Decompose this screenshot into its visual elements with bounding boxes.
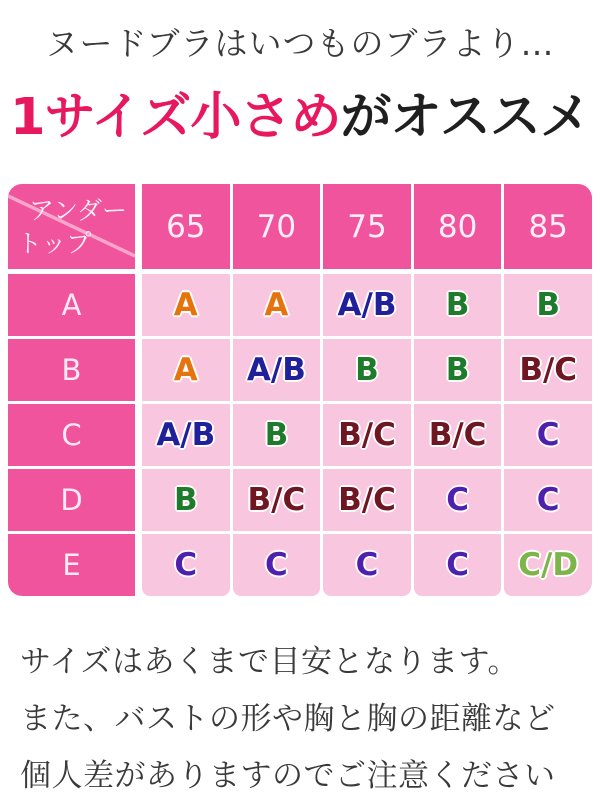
column-header-85: 85 bbox=[504, 184, 592, 269]
column-header-75: 75 bbox=[323, 184, 411, 269]
size-cell: B/C bbox=[323, 404, 411, 466]
row-label: E bbox=[8, 534, 135, 596]
row-label: C bbox=[8, 404, 135, 466]
size-cell: B bbox=[233, 404, 321, 466]
size-cell: C/D bbox=[504, 534, 592, 596]
column-header-80: 80 bbox=[414, 184, 502, 269]
table-corner-cell bbox=[8, 184, 135, 269]
size-cell: B/C bbox=[233, 469, 321, 531]
size-cell: B/C bbox=[323, 469, 411, 531]
table-row bbox=[8, 534, 592, 596]
size-cell: C bbox=[504, 469, 592, 531]
size-cell: B bbox=[323, 339, 411, 401]
corner-top-label: トップ bbox=[17, 229, 92, 258]
size-cell: C bbox=[414, 469, 502, 531]
size-cell: B/C bbox=[504, 339, 592, 401]
row-label: B bbox=[8, 339, 135, 401]
table-row bbox=[8, 339, 592, 401]
row-label: D bbox=[8, 469, 135, 531]
size-cell: C bbox=[142, 534, 230, 596]
size-cell: A/B bbox=[323, 274, 411, 336]
page-title-highlight: 1サイズ小さめ bbox=[10, 88, 341, 147]
page-subtitle: ヌードブラはいつものブラより… bbox=[45, 24, 555, 63]
corner-under-label: アンダー bbox=[28, 196, 127, 225]
size-cell: A/B bbox=[142, 404, 230, 466]
disclaimer-line-3: 個人差がありますのでご注意ください bbox=[20, 758, 556, 794]
size-table bbox=[8, 184, 592, 596]
size-cell: C bbox=[323, 534, 411, 596]
size-cell: C bbox=[414, 534, 502, 596]
size-cell: A bbox=[142, 274, 230, 336]
size-cell: A bbox=[233, 274, 321, 336]
size-cell: A bbox=[142, 339, 230, 401]
column-header-65: 65 bbox=[142, 184, 230, 269]
disclaimer-line-2: また、バストの形や胸と胸の距離など bbox=[20, 701, 556, 737]
page-title bbox=[0, 76, 600, 160]
size-cell: B bbox=[414, 339, 502, 401]
size-cell: B bbox=[142, 469, 230, 531]
table-row bbox=[8, 469, 592, 531]
table-header-row bbox=[8, 184, 592, 269]
size-cell: B/C bbox=[414, 404, 502, 466]
disclaimer-line-1: サイズはあくまで目安となります。 bbox=[20, 644, 520, 680]
row-label: A bbox=[8, 274, 135, 336]
size-cell: C bbox=[233, 534, 321, 596]
table-row bbox=[8, 404, 592, 466]
page-title-rest: がオススメ bbox=[340, 88, 590, 147]
size-cell: C bbox=[504, 404, 592, 466]
disclaimer-text bbox=[20, 634, 588, 805]
table-row bbox=[8, 274, 592, 336]
size-cell: B bbox=[504, 274, 592, 336]
size-cell: A/B bbox=[233, 339, 321, 401]
size-cell: B bbox=[414, 274, 502, 336]
column-header-70: 70 bbox=[233, 184, 321, 269]
